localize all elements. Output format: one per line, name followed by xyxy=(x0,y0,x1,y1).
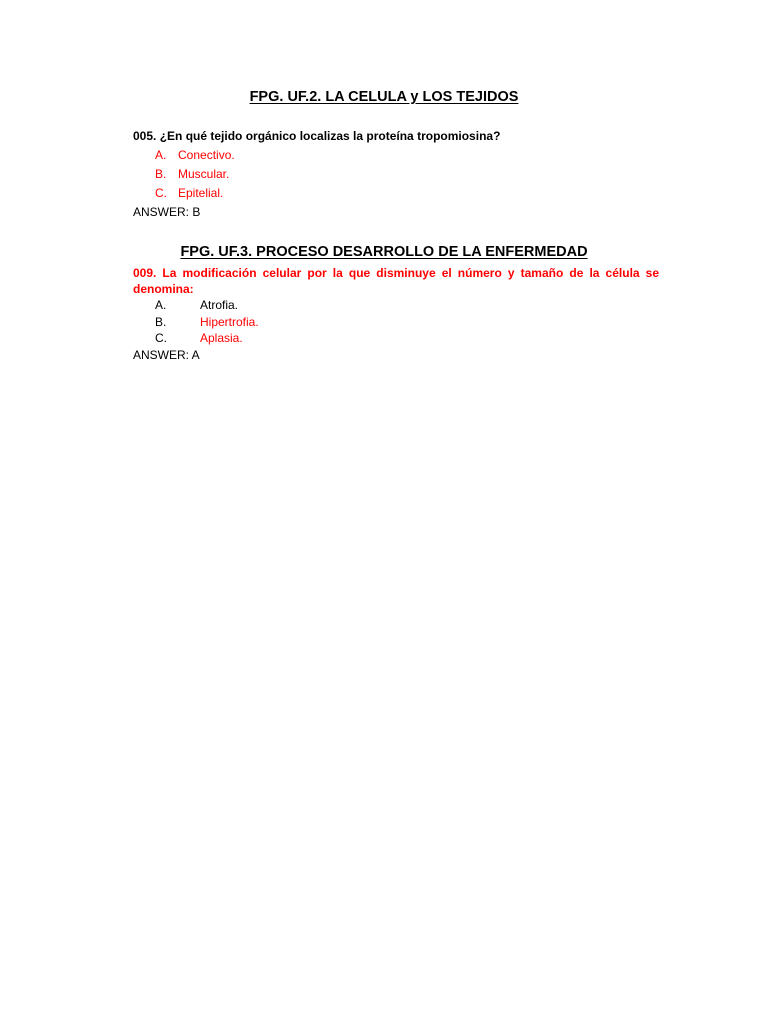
option-text: Conectivo. xyxy=(178,148,235,162)
option-text: Atrofia. xyxy=(200,298,239,312)
answer-009: ANSWER: A xyxy=(133,348,200,362)
option-text: Hipertrofia. xyxy=(200,315,259,329)
question-005: 005. ¿En qué tejido orgánico localizas la proteína tropomiosina? xyxy=(133,129,501,143)
section-title-uf3-text: FPG. UF.3. PROCESO DESARROLLO DE LA ENFERMEDAD xyxy=(180,244,588,260)
option-text: Muscular. xyxy=(178,167,230,181)
section-title-uf3 xyxy=(0,243,768,261)
option-text: Aplasia. xyxy=(200,331,243,345)
question-009-line2: denomina: xyxy=(133,282,194,296)
section-title-uf2-text: FPG. UF.2. LA CELULA y LOS TEJIDOS xyxy=(249,89,519,105)
option-letter: B. xyxy=(155,167,167,181)
option-letter: C. xyxy=(155,186,167,200)
option-letter: C. xyxy=(155,331,167,345)
option-text: Epitelial. xyxy=(178,186,224,200)
section-title-uf2 xyxy=(0,88,768,106)
question-009-line1: 009. La modificación celular por la que disminuye el número y tamaño de la célula se xyxy=(133,266,659,280)
option-letter: A. xyxy=(155,148,167,162)
option-letter: A. xyxy=(155,298,167,312)
option-letter: B. xyxy=(155,315,167,329)
answer-005: ANSWER: B xyxy=(133,205,201,219)
